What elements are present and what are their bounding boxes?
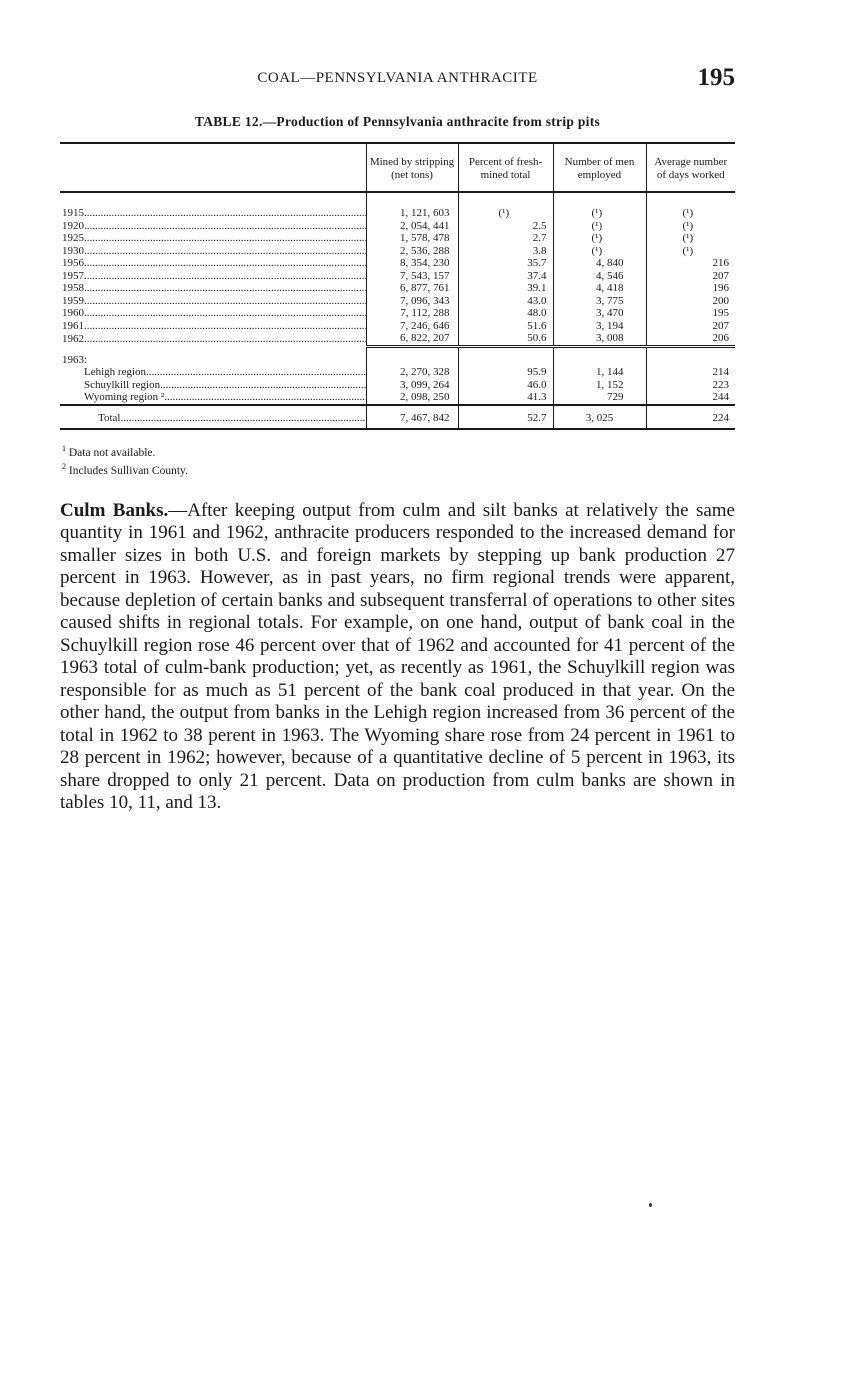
cell-mined: 7, 246, 646 xyxy=(366,320,458,333)
cell-men: 1, 152 xyxy=(553,379,646,392)
footnote: $^1$ Data not available. xyxy=(62,444,156,459)
cell-mined: 2, 536, 288 xyxy=(366,245,458,258)
cell-percent: 41.3 xyxy=(458,391,553,405)
print-speck xyxy=(649,1203,652,1207)
body-paragraph xyxy=(60,500,735,815)
table-row xyxy=(60,391,735,405)
table-row xyxy=(60,245,735,258)
table-row xyxy=(60,307,735,320)
cell-men: 3, 775 xyxy=(553,295,646,308)
page-number: 195 xyxy=(697,64,735,91)
table-title: TABLE 12.—Production of Pennsylvania anthracite from strip pits xyxy=(194,114,601,129)
table-row xyxy=(60,379,735,392)
cell-percent: (¹) xyxy=(458,192,553,220)
total-row xyxy=(60,405,735,430)
cell-mined: 2, 270, 328 xyxy=(366,366,458,379)
cell-days: (¹) xyxy=(646,220,735,233)
cell-men: 3, 025 xyxy=(553,405,646,430)
cell-percent: 46.0 xyxy=(458,379,553,392)
table-row xyxy=(60,232,735,245)
column-header-stub xyxy=(60,143,366,192)
paragraph-text: —After keeping output from culm and silt banks at relatively the same quantity in 1961 and 1962, anthracite producers responded to the increased demand for smaller sizes in both U.S. and foreign markets by stepping up bank production 27 percent in 1963. However, as in past years, no firm regional trends were apparent, because depletion of certain banks and subsequent transferral of operations to other sites caused shifts in regional totals. For example, on one hand, output of bank coal in the Schuylkill region rose 46 percent over that of 1962 and accounted for 41 percent of the 1963 total of culm-bank production; yet, as recently as 1961, the Schuylkill region was responsible for as much as 51 percent of the bank coal produced in that year. On the other hand, the output from banks in the Lehigh region increased from 36 percent of the total in 1962 to 38 perent in 1963. The Wyoming share rose from 24 percent in 1961 to 28 percent in 1962; however, because of a quantitative decline of 5 percent in 1963, its share dropped to only 21 percent. Data on production from culm banks are shown in tables 10, 11, and 13. xyxy=(60,499,735,814)
table-row xyxy=(60,192,735,220)
row-label: Lehigh region ..... xyxy=(60,366,366,379)
cell-mined: 7, 112, 288 xyxy=(366,307,458,320)
cell-days: 196 xyxy=(646,282,735,295)
document-page xyxy=(60,62,735,834)
footnotes xyxy=(60,442,735,478)
row-label: 1961 ..... xyxy=(60,320,366,333)
cell-percent: 95.9 xyxy=(458,366,553,379)
table-row xyxy=(60,270,735,283)
cell-mined: 1, 121, 603 xyxy=(366,192,458,220)
cell-days: 214 xyxy=(646,366,735,379)
row-label: 1956 ..... xyxy=(60,257,366,270)
column-header-men: Number of men employed xyxy=(553,143,646,192)
cell-men: 3, 008 xyxy=(553,332,646,346)
cell-men: 3, 470 xyxy=(553,307,646,320)
cell-mined: 7, 096, 343 xyxy=(366,295,458,308)
row-label: 1920 ..... xyxy=(60,220,366,233)
cell-days: 207 xyxy=(646,270,735,283)
table-row xyxy=(60,332,735,346)
production-table xyxy=(60,142,735,430)
cell-men: 4, 546 xyxy=(553,270,646,283)
table-row xyxy=(60,220,735,233)
cell-men: (¹) xyxy=(553,192,646,220)
cell-days: 244 xyxy=(646,391,735,405)
cell-mined: 6, 877, 761 xyxy=(366,282,458,295)
cell-percent: 52.7 xyxy=(458,405,553,430)
cell-days: 216 xyxy=(646,257,735,270)
cell-men: 3, 194 xyxy=(553,320,646,333)
cell-mined: 2, 098, 250 xyxy=(366,391,458,405)
column-header-days: Average number of days worked xyxy=(646,143,735,192)
cell-days: 195 xyxy=(646,307,735,320)
row-label: Schuylkill region ..... xyxy=(60,379,366,392)
row-label: 1915 ..... xyxy=(60,192,366,220)
section-label: 1963: xyxy=(62,353,88,366)
cell-percent: 43.0 xyxy=(458,295,553,308)
cell-mined: 7, 467, 842 xyxy=(366,405,458,430)
cell-percent: 2.5 xyxy=(458,220,553,233)
cell-days: 224 xyxy=(646,405,735,430)
table-row xyxy=(60,366,735,379)
row-label: 1959 ..... xyxy=(60,295,366,308)
cell-mined: 8, 354, 230 xyxy=(366,257,458,270)
table-row xyxy=(60,320,735,333)
cell-mined: 3, 099, 264 xyxy=(366,379,458,392)
table-header-row xyxy=(60,143,735,192)
cell-men: (¹) xyxy=(553,245,646,258)
cell-mined: 2, 054, 441 xyxy=(366,220,458,233)
cell-mined: 6, 822, 207 xyxy=(366,332,458,346)
cell-percent: 2.7 xyxy=(458,232,553,245)
cell-days: (¹) xyxy=(646,245,735,258)
row-label: 1957 ..... xyxy=(60,270,366,283)
cell-men: 4, 418 xyxy=(553,282,646,295)
cell-mined: 7, 543, 157 xyxy=(366,270,458,283)
cell-percent: 35.7 xyxy=(458,257,553,270)
table-separator xyxy=(60,346,735,354)
footnote: $^2$ Includes Sullivan County. xyxy=(62,461,188,477)
cell-men: 4, 840 xyxy=(553,257,646,270)
cell-days: 223 xyxy=(646,379,735,392)
table-row xyxy=(60,257,735,270)
row-label: Wyoming region ² ..... xyxy=(60,391,366,405)
section-label-row xyxy=(60,354,735,367)
cell-men: (¹) xyxy=(553,232,646,245)
cell-days: (¹) xyxy=(646,232,735,245)
cell-men: 729 xyxy=(553,391,646,405)
table-row xyxy=(60,282,735,295)
cell-percent: 3.8 xyxy=(458,245,553,258)
cell-mined: 1, 578, 478 xyxy=(366,232,458,245)
cell-days: (¹) xyxy=(646,192,735,220)
cell-percent: 39.1 xyxy=(458,282,553,295)
cell-percent: 50.6 xyxy=(458,332,553,346)
row-label: 1962 ..... xyxy=(60,332,366,346)
row-label: 1925 ..... xyxy=(60,232,366,245)
cell-days: 207 xyxy=(646,320,735,333)
cell-men: (¹) xyxy=(553,220,646,233)
running-head xyxy=(60,62,735,96)
row-label: 1960 ..... xyxy=(60,307,366,320)
cell-days: 200 xyxy=(646,295,735,308)
cell-percent: 37.4 xyxy=(458,270,553,283)
row-label: 1958 ..... xyxy=(60,282,366,295)
cell-percent: 48.0 xyxy=(458,307,553,320)
run-in-heading: Culm Banks. xyxy=(60,499,169,521)
running-title: COAL—PENNSYLVANIA ANTHRACITE xyxy=(257,70,538,86)
cell-percent: 51.6 xyxy=(458,320,553,333)
column-header-percent: Percent of fresh-mined total xyxy=(458,143,553,192)
table-row xyxy=(60,295,735,308)
cell-men: 1, 144 xyxy=(553,366,646,379)
row-label: 1930 ..... xyxy=(60,245,366,258)
column-header-mined: Mined by stripping (net tons) xyxy=(366,143,458,192)
row-label: Total ..... xyxy=(60,405,366,430)
cell-days: 206 xyxy=(646,332,735,346)
